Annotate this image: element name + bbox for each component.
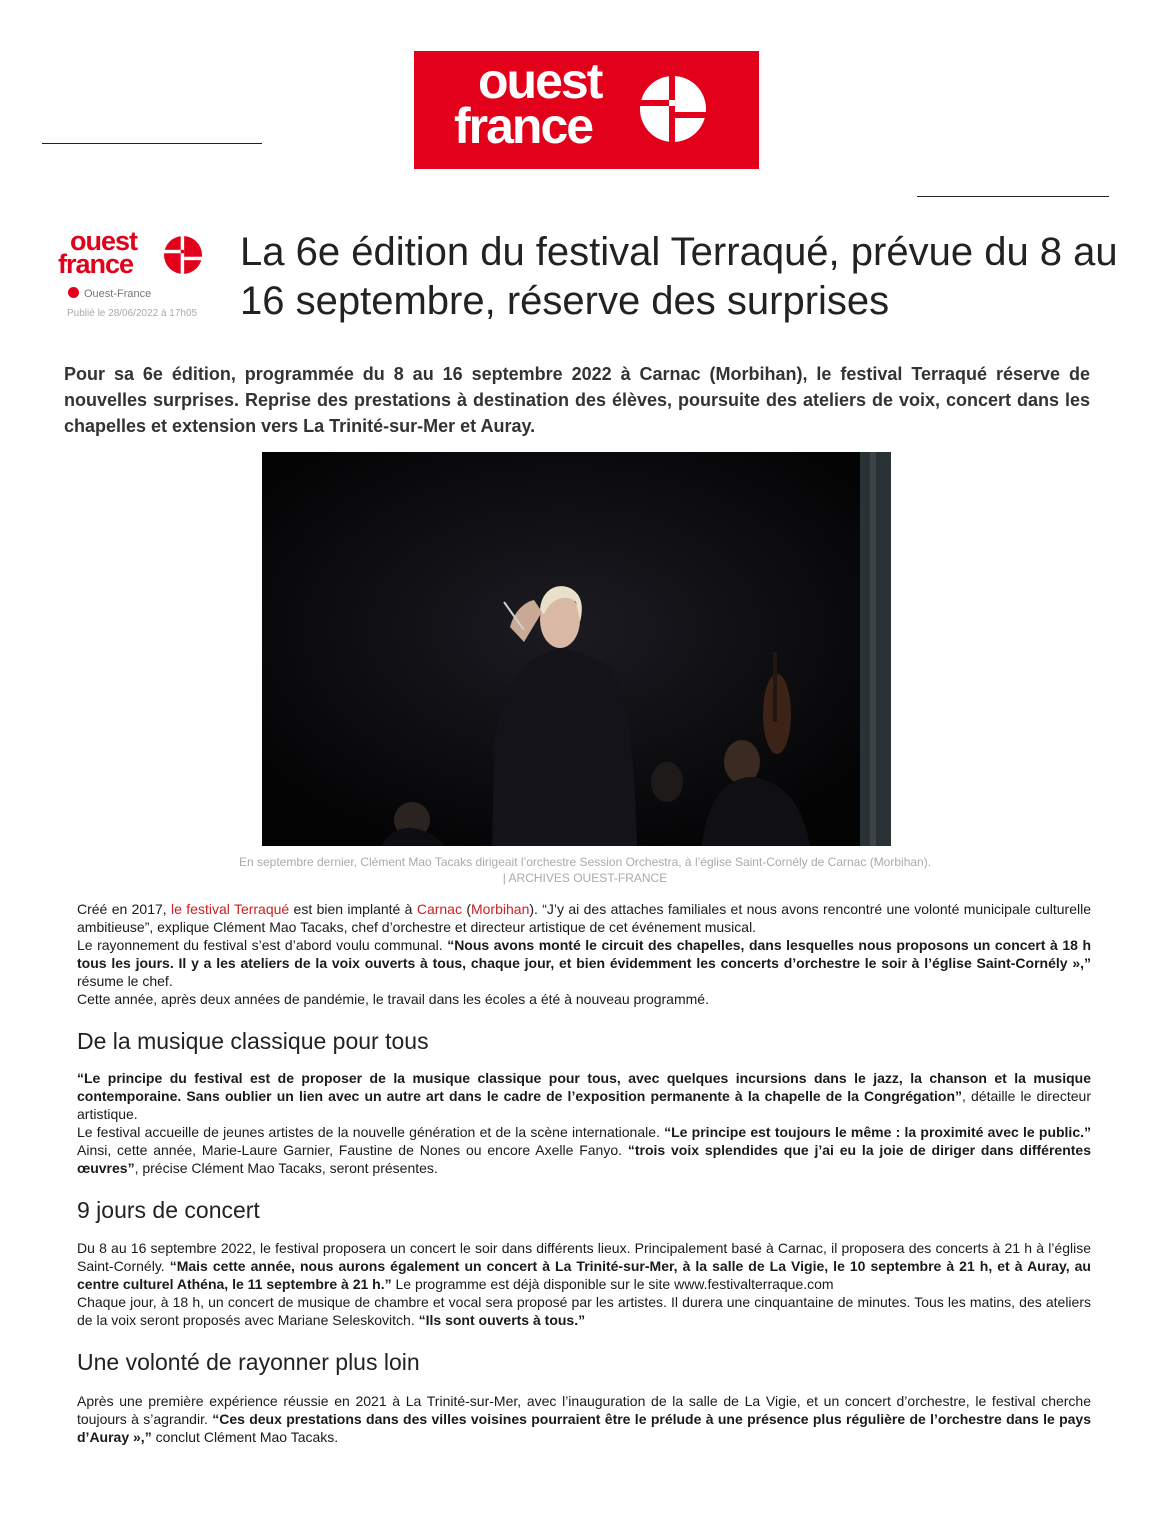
body-paragraph <box>77 1392 1091 1446</box>
ouest-france-emblem-icon <box>640 76 706 142</box>
text-run: conclut Clément Mao Tacaks. <box>151 1429 339 1445</box>
quote: “Mais cette année, nous aurons également un concert à La Trinité-sur-Mer, à la salle de La Vigie, le 10 septembre à 21 h, et à Auray, au centre culturel Athéna, le 11 septembre à 21 h.” <box>77 1258 1091 1292</box>
masthead-wordmark-line2: france <box>454 98 593 154</box>
text-run: Créé en 2017, <box>77 901 172 917</box>
photo-credit: | ARCHIVES OUEST-FRANCE <box>502 871 668 885</box>
body-paragraph <box>77 1239 1091 1293</box>
quote: “Le principe du festival est de proposer de la musique classique pour tous, avec quelques incursions dans le jazz, la chanson et la musique contemporaine. Sans oublier un lien avec un autre art dans le cadre de l’exposition permanente à la chapelle de la Congrégation” <box>77 1070 1091 1104</box>
masthead-wordmark-line1: ouest <box>478 53 602 109</box>
link-morbihan[interactable]: Morbihan <box>470 901 530 917</box>
source-logo <box>58 226 208 280</box>
text-run: Le programme est déjà disponible sur le site www.festivalterraque.com <box>391 1276 834 1292</box>
quote: “Le principe est toujours le même : la proximité avec le public.” <box>664 1124 1092 1140</box>
body-paragraph <box>77 1123 1091 1177</box>
link-festival-terraque[interactable]: le festival Terraqué <box>171 901 290 917</box>
text-run: , précise Clément Mao Tacaks, seront présentes. <box>134 1160 438 1176</box>
source-dot-icon <box>68 287 79 298</box>
quote: “Ces deux prestations dans des villes voisines pourraient être le prélude à une présence plus régulière de l’orchestre dans le pays d’Auray »,” <box>77 1411 1091 1445</box>
header-rule-right <box>917 196 1109 197</box>
section-heading: De la musique classique pour tous <box>77 1028 429 1054</box>
source-logo-line1: ouest <box>70 226 138 256</box>
source-logo-wordmark <box>58 226 138 279</box>
body-paragraph <box>77 936 1091 990</box>
article-photo <box>262 452 891 846</box>
text-run: résume le chef. <box>77 973 173 989</box>
body-paragraph <box>77 1069 1091 1123</box>
text-run: Du 8 au 16 septembre 2022, le festival proposera un concert le soir dans différents lieux. Principalement basé à Carnac, il proposera des concerts à 21 h à l’église Saint-Cornély. <box>77 1240 1091 1274</box>
body-paragraph <box>77 1293 1091 1329</box>
text-run: Chaque jour, à 18 h, un concert de musique de chambre et vocal sera proposé par les artistes. Il durera une cinquantaine de minutes. Tous les matins, des ateliers de la voix seront proposés avec Mariane Seleskovitch. <box>77 1294 1091 1328</box>
source-logo-line2: france <box>58 249 134 279</box>
header-rule-left <box>42 143 262 144</box>
photo-caption <box>110 854 1060 886</box>
ouest-france-emblem-icon <box>164 236 202 274</box>
masthead-logo <box>414 51 759 169</box>
quote: “Nous avons monté le circuit des chapelles, dans lesquelles nous proposons un concert à 18 h tous les jours. Il y a les ateliers de la voix ouverts à tous, chaque jour, et bien évidemment les concerts d’orchestre le soir à l’église Saint-Cornély »,” <box>77 937 1092 971</box>
text-run: , détaille le directeur artistique. <box>77 1088 1092 1122</box>
section-heading: Une volonté de rayonner plus loin <box>77 1349 420 1375</box>
section-heading: 9 jours de concert <box>77 1197 260 1223</box>
source-byline <box>68 287 151 300</box>
quote: “trois voix splendides que j’ai eu la joie de diriger dans différentes œuvres” <box>77 1142 1091 1176</box>
article-body <box>77 900 1091 1446</box>
text-run: Ainsi, cette année, Marie-Laure Garnier, Faustine de Nones ou encore Axelle Fanyo. <box>77 1142 628 1158</box>
text-run: Le festival accueille de jeunes artistes de la nouvelle génération et de la scène internationale. <box>77 1124 665 1140</box>
article-lead: Pour sa 6e édition, programmée du 8 au 16 septembre 2022 à Carnac (Morbihan), le festival Terraqué réserve de nouvelles surprises. Reprise des prestations à destination des élèves, poursuite des ateliers de voix, concert dans les chapelles et extension vers La Trinité-sur-Mer et Auray. <box>64 364 1090 436</box>
source-name: Ouest-France <box>84 288 152 300</box>
text-run: Le rayonnement du festival s’est d’abord voulu communal. <box>77 937 448 953</box>
article-title: La 6e édition du festival Terraqué, prévue du 8 au 16 septembre, réserve des surprises <box>240 230 1118 323</box>
body-paragraph: Cette année, après deux années de pandémie, le travail dans les écoles a été à nouveau programmé. <box>77 991 709 1007</box>
text-run: ( <box>461 901 471 917</box>
body-paragraph <box>77 900 1091 936</box>
text-run: Après une première expérience réussie en 2021 à La Trinité-sur-Mer, avec l’inauguration de la salle de La Vigie, et un concert d’orchestre, le festival cherche toujours à s’agrandir. <box>77 1393 1091 1427</box>
text-run: ). “J’y ai des attaches familiales et nous avons rencontré une volonté municipale culturelle ambitieuse”, explique Clément Mao Tacaks, chef d’orchestre et directeur artistique de cet événement musical. <box>77 901 1092 935</box>
quote: “Ils sont ouverts à tous.” <box>418 1312 586 1328</box>
publish-date: Publié le 28/06/2022 à 17h05 <box>67 308 198 319</box>
photo-caption-text: En septembre dernier, Clément Mao Tacaks dirigeait l’orchestre Session Orchestra, à l’église Saint-Cornély de Carnac (Morbihan). <box>238 855 932 869</box>
link-carnac[interactable]: Carnac <box>416 901 462 917</box>
masthead-wordmark <box>454 53 602 154</box>
text-run: est bien implanté à <box>289 901 417 917</box>
